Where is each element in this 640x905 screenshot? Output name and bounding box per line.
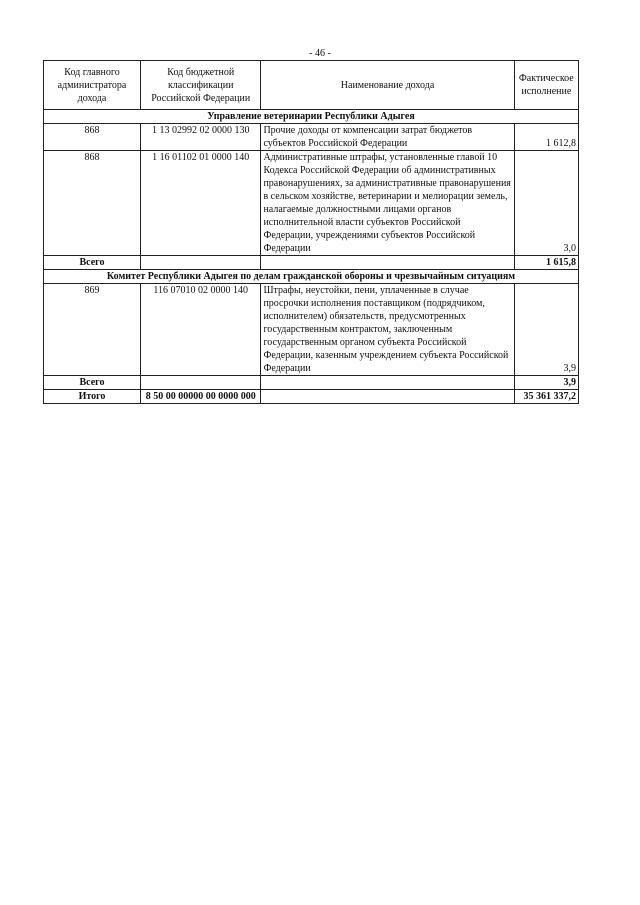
section-title: Управление ветеринарии Республики Адыгея <box>44 110 579 124</box>
page-number: - 46 - <box>309 48 331 59</box>
empty-cell <box>140 376 260 390</box>
section-header-row <box>44 110 579 124</box>
table-header-row <box>44 61 579 110</box>
grand-total-amount: 35 361 337,2 <box>514 390 578 404</box>
amount-cell: 3,0 <box>514 151 578 256</box>
budget-code-cell: 1 13 02992 02 0000 130 <box>140 124 260 151</box>
admin-code-cell: 868 <box>44 124 141 151</box>
total-label: Всего <box>44 256 141 270</box>
header-actual-amount: Фактическое исполнение <box>514 61 578 110</box>
empty-cell <box>140 256 260 270</box>
header-admin-code: Код главного администратора дохода <box>44 61 141 110</box>
empty-cell <box>261 376 514 390</box>
admin-code-cell: 868 <box>44 151 141 256</box>
grand-total-row <box>44 390 579 404</box>
table-row <box>44 151 579 256</box>
section-total-row <box>44 256 579 270</box>
total-label: Всего <box>44 376 141 390</box>
revenue-table <box>43 60 579 404</box>
section-title: Комитет Республики Адыгея по делам гражданской обороны и чрезвычайным ситуациям <box>44 270 579 284</box>
header-budget-code: Код бюджетной классификации Российской Федерации <box>140 61 260 110</box>
revenue-name-cell: Прочие доходы от компенсации затрат бюджетов субъектов Российской Федерации <box>261 124 514 151</box>
total-amount: 3,9 <box>514 376 578 390</box>
budget-code-cell: 1 16 01102 01 0000 140 <box>140 151 260 256</box>
amount-cell: 3,9 <box>514 284 578 376</box>
total-amount: 1 615,8 <box>514 256 578 270</box>
table-row <box>44 284 579 376</box>
revenue-name-cell: Штрафы, неустойки, пени, уплаченные в случае просрочки исполнения поставщиком (подрядчиком, исполнителем) обязательств, предусмотренных государственным контрактом, заключенным государственным органом субъекта Российской Федерации, казенным учреждением субъекта Российской Федерации <box>261 284 514 376</box>
amount-cell: 1 612,8 <box>514 124 578 151</box>
admin-code-cell: 869 <box>44 284 141 376</box>
revenue-name-cell: Административные штрафы, установленные главой 10 Кодекса Российской Федерации об административных правонарушениях, за административные правонарушения в сельском хозяйстве, ветеринарии и мелиорации земель, налагаемые должностными лицами органов исполнительной власти субъектов Российской Федерации, учреждениями субъектов Российской Федерации <box>261 151 514 256</box>
empty-cell <box>261 256 514 270</box>
section-header-row <box>44 270 579 284</box>
budget-code-cell: 116 07010 02 0000 140 <box>140 284 260 376</box>
grand-total-label: Итого <box>44 390 141 404</box>
table-row <box>44 124 579 151</box>
header-revenue-name: Наименование дохода <box>261 61 514 110</box>
empty-cell <box>261 390 514 404</box>
grand-total-code: 8 50 00 00000 00 0000 000 <box>140 390 260 404</box>
section-total-row <box>44 376 579 390</box>
